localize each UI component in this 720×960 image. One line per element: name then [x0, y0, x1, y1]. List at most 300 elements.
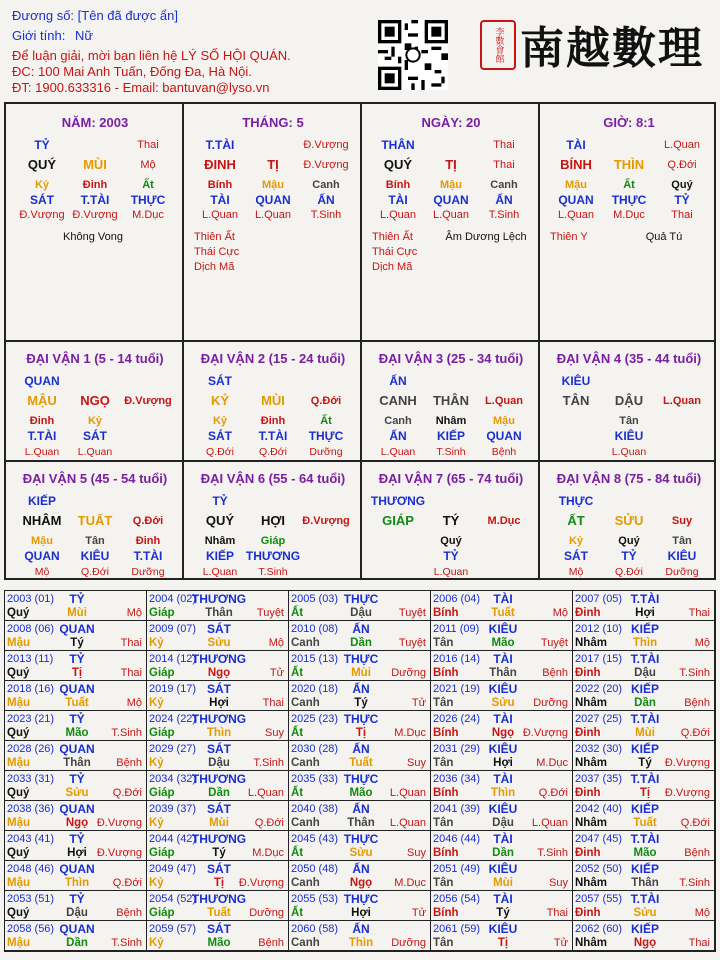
year-cell[interactable] [573, 591, 715, 621]
dai-van-hidden-god: QUAN [486, 429, 522, 443]
year-branch: Mùi [209, 817, 229, 829]
hidden-god: QUAN [255, 193, 291, 207]
year-stem: Nhâm [575, 637, 607, 649]
year-cell[interactable] [289, 891, 431, 921]
year-cell[interactable] [431, 681, 573, 711]
year-stem: Mậu [7, 637, 30, 649]
dai-van-title: ĐẠI VẬN 6 (55 - 64 tuổi) [200, 471, 346, 486]
year-stem: Nhâm [575, 937, 607, 949]
year-cell[interactable] [431, 891, 573, 921]
year-cell[interactable] [431, 801, 573, 831]
dai-van-branch: NGỌ [80, 393, 110, 408]
year-stem: Canh [291, 757, 320, 769]
year-cell[interactable] [431, 831, 573, 861]
year-branch: Thân [631, 877, 659, 889]
dai-van-hidden-state: Dưỡng [309, 446, 343, 458]
pillar-stem: BÍNH [560, 157, 592, 172]
year-cell[interactable] [147, 921, 289, 951]
year-cell[interactable] [431, 651, 573, 681]
year-god: THỰC [343, 772, 379, 786]
year-stem: Kỷ [149, 877, 164, 889]
year-branch: Tuất [65, 697, 89, 709]
dai-van-hidden-god: SÁT [564, 549, 588, 563]
year-branch: Mão [349, 787, 373, 799]
year-stem: Mậu [7, 937, 30, 949]
year-cell[interactable] [5, 651, 147, 681]
year-cell[interactable] [289, 861, 431, 891]
hidden-state: L.Quan [432, 209, 470, 221]
year-god: ẤN [352, 862, 370, 876]
year-stem: Giáp [149, 787, 175, 799]
year-label: 2039 (37) [149, 803, 197, 815]
year-state: Tuyệt [540, 637, 568, 649]
hidden-state: Đ.Vượng [72, 209, 118, 221]
year-cell[interactable] [5, 771, 147, 801]
year-cell[interactable] [431, 861, 573, 891]
year-label: 2049 (47) [149, 863, 197, 875]
year-label: 2012 (10) [575, 623, 623, 635]
year-state: M.Dục [536, 757, 568, 769]
year-stem: Đinh [575, 847, 601, 859]
pillar-top-state: Thai [493, 139, 515, 151]
year-cell[interactable] [147, 801, 289, 831]
year-cell[interactable] [289, 591, 431, 621]
year-state: Thai [120, 667, 142, 679]
dai-van-hidden-stem: Quý [440, 535, 462, 547]
year-branch: Thìn [64, 877, 90, 889]
year-cell[interactable] [573, 831, 715, 861]
dai-van-hidden-state: Dưỡng [131, 566, 165, 578]
year-branch: Sửu [349, 847, 373, 859]
year-god: KIẾP [630, 862, 660, 876]
year-label: 2006 (04) [433, 593, 481, 605]
year-god: THỰC [343, 652, 379, 666]
dai-van-hidden-stem: Ất [320, 415, 332, 427]
dai-van-hidden-stem: Canh [384, 415, 412, 427]
year-state: Mộ [552, 607, 568, 619]
year-cell[interactable] [573, 771, 715, 801]
year-label: 2046 (44) [433, 833, 481, 845]
year-state: Tuyệt [398, 607, 426, 619]
year-label: 2013 (11) [7, 653, 54, 665]
dai-van-hidden-god: KIẾP [436, 429, 466, 443]
year-cell[interactable] [147, 891, 289, 921]
dai-van-branch: DẬU [614, 393, 644, 408]
star-left: Thiên Y [550, 231, 588, 243]
year-state: Q.Đới [680, 727, 710, 739]
year-label: 2017 (15) [575, 653, 623, 665]
dai-van-god: KIẾP [27, 494, 57, 508]
year-state: Mộ [694, 907, 710, 919]
year-state: Q.Đới [112, 787, 142, 799]
year-cell[interactable] [573, 651, 715, 681]
year-cell[interactable] [5, 741, 147, 771]
pillar-nayin: Mộ [140, 159, 156, 171]
dai-van-hidden-state: Mộ [34, 566, 50, 578]
hidden-god: QUAN [433, 193, 469, 207]
year-state: Bệnh [116, 907, 142, 919]
year-branch: Tị [639, 787, 651, 799]
dai-van-god: THỰC [558, 494, 594, 508]
year-label: 2018 (16) [7, 683, 55, 695]
year-branch: Sửu [633, 907, 657, 919]
year-cell[interactable] [289, 831, 431, 861]
year-label: 2010 (08) [291, 623, 339, 635]
dai-van-title: ĐẠI VẬN 7 (65 - 74 tuổi) [378, 471, 524, 486]
dai-van-title: ĐẠI VẬN 1 (5 - 14 tuổi) [26, 351, 164, 366]
year-god: SÁT [207, 622, 231, 636]
year-cell[interactable] [147, 711, 289, 741]
year-branch: Tý [70, 637, 84, 649]
year-stem: Giáp [149, 607, 175, 619]
year-state: L.Quan [247, 787, 284, 799]
year-branch: Dậu [350, 607, 372, 619]
year-state: M.Dục [252, 847, 284, 859]
dai-van-state: L.Quan [663, 395, 701, 407]
pillar-top-state: Đ.Vượng [303, 139, 349, 151]
pillar-title: GIỜ: 8:1 [603, 115, 655, 130]
year-state: Tử [411, 697, 426, 709]
year-god: KIÊU [488, 682, 518, 696]
year-god: QUAN [59, 862, 95, 876]
year-god: TỶ [69, 592, 85, 606]
year-god: ẤN [352, 922, 370, 936]
dai-van-hidden-stem: Kỷ [212, 415, 228, 427]
hidden-stem: Mậu [440, 179, 462, 191]
year-cell[interactable] [431, 741, 573, 771]
year-branch: Ngọ [65, 817, 89, 829]
year-god: QUAN [59, 622, 95, 636]
year-stem: Ất [291, 607, 304, 619]
year-branch: Dần [634, 697, 656, 709]
year-state: Mộ [268, 637, 284, 649]
year-cell[interactable] [289, 801, 431, 831]
year-branch: Mùi [67, 607, 87, 619]
year-cell[interactable] [289, 711, 431, 741]
dai-van-hidden-god: SÁT [208, 429, 232, 443]
dai-van-hidden-god: KIÊU [667, 549, 697, 563]
year-cell[interactable] [289, 651, 431, 681]
year-cell[interactable] [5, 681, 147, 711]
dai-van-hidden-stem: Quý [618, 535, 640, 547]
pillar-title: NĂM: 2003 [61, 115, 129, 130]
dai-van-branch: THÂN [432, 393, 470, 408]
year-branch: Tị [213, 877, 225, 889]
dai-van-title: ĐẠI VẬN 5 (45 - 54 tuổi) [22, 471, 168, 486]
dai-van-hidden-state: Q.Đới [81, 566, 109, 578]
year-cell[interactable] [289, 921, 431, 951]
grid-divider-h [6, 340, 714, 342]
year-cell[interactable] [431, 621, 573, 651]
year-branch: Tý [354, 697, 368, 709]
dai-van-hidden-god: TỶ [621, 549, 637, 563]
year-god: KIẾP [630, 742, 660, 756]
year-stem: Ất [291, 787, 304, 799]
year-cell[interactable] [573, 711, 715, 741]
year-label: 2056 (54) [433, 893, 481, 905]
year-god: QUAN [59, 682, 95, 696]
year-stem: Canh [291, 637, 320, 649]
star-left: Dịch Mã [194, 261, 235, 273]
dai-van-branch: HỢI [260, 513, 286, 528]
year-state: Bệnh [684, 847, 710, 859]
pillar-stem: ĐINH [204, 157, 236, 172]
phone-line: ĐT: 1900.633316 - Email: bantuvan@lyso.vn [12, 80, 270, 95]
year-stem: Mậu [7, 877, 30, 889]
year-branch: Ngọ [207, 667, 231, 679]
year-god: TÀI [493, 772, 513, 786]
year-cell[interactable] [573, 801, 715, 831]
dai-van-hidden-stem: Tân [619, 415, 639, 427]
dai-van-state: L.Quan [485, 395, 523, 407]
year-cell[interactable] [573, 741, 715, 771]
dai-van-hidden-stem: Tân [672, 535, 692, 547]
year-branch: Thân [347, 817, 375, 829]
contact-line: Để luận giải, mời bạn liên hệ LÝ SỐ HỘI QUÁN. [12, 48, 291, 63]
pillar-branch: THÌN [613, 157, 645, 172]
year-branch: Tuất [349, 757, 373, 769]
year-branch: Mão [491, 637, 515, 649]
pillar-title: THÁNG: 5 [242, 115, 304, 130]
dai-van-hidden-stem: Giáp [260, 535, 286, 547]
year-branch: Dần [492, 847, 514, 859]
year-cell[interactable] [573, 891, 715, 921]
year-state: Q.Đới [254, 817, 284, 829]
year-cell[interactable] [147, 621, 289, 651]
year-cell[interactable] [289, 771, 431, 801]
pillar-branch: MÙI [83, 157, 107, 172]
year-god: THƯƠNG [191, 592, 247, 606]
hidden-state: M.Dục [132, 209, 164, 221]
year-god: QUAN [59, 742, 95, 756]
year-cell[interactable] [573, 621, 715, 651]
year-cell[interactable] [5, 921, 147, 951]
year-branch: Thìn [348, 937, 374, 949]
hidden-stem: Canh [312, 179, 340, 191]
year-branch: Thìn [490, 787, 516, 799]
year-branch: Thân [63, 757, 91, 769]
year-label: 2035 (33) [291, 773, 339, 785]
pillar-top-state: L.Quan [663, 139, 701, 151]
year-label: 2022 (20) [575, 683, 623, 695]
year-stem: Quý [7, 787, 30, 799]
year-label: 2004 (02) [149, 593, 197, 605]
year-cell[interactable] [431, 591, 573, 621]
year-state: Thai [546, 907, 568, 919]
dai-van-hidden-stem: Mậu [493, 415, 515, 427]
year-label: 2003 (01) [7, 593, 55, 605]
seal-stamp [480, 20, 516, 70]
year-stem: Tân [433, 937, 454, 949]
dai-van-state: Suy [671, 515, 693, 527]
year-branch: Dậu [208, 757, 230, 769]
year-cell[interactable] [147, 771, 289, 801]
year-branch: Thân [205, 607, 233, 619]
year-label: 2061 (59) [433, 923, 481, 935]
pillar-stem: QUÝ [383, 157, 413, 172]
year-cell[interactable] [431, 711, 573, 741]
year-label: 2023 (21) [7, 713, 55, 725]
year-state: Q.Đới [112, 877, 142, 889]
year-label: 2032 (30) [575, 743, 623, 755]
year-cell[interactable] [147, 741, 289, 771]
year-branch: Hợi [635, 607, 655, 619]
year-branch: Sửu [65, 787, 89, 799]
dai-van-branch: TUẤT [77, 513, 113, 528]
year-state: Thai [262, 697, 284, 709]
year-state: T.Sinh [537, 847, 568, 859]
year-branch: Hợi [209, 697, 229, 709]
hidden-stem: Ất [623, 179, 635, 191]
year-state: Dưỡng [391, 667, 426, 679]
year-cell[interactable] [5, 891, 147, 921]
year-cell[interactable] [431, 921, 573, 951]
year-label: 2024 (22) [149, 713, 197, 725]
year-stem: Bính [433, 667, 459, 679]
year-state: Q.Đới [680, 817, 710, 829]
year-cell[interactable] [431, 771, 573, 801]
year-stem: Quý [7, 727, 30, 739]
year-stem: Giáp [149, 667, 175, 679]
year-god: KIẾP [630, 802, 660, 816]
year-stem: Nhâm [575, 817, 607, 829]
dai-van-hidden-state: T.Sinh [436, 446, 466, 458]
year-stem: Canh [291, 877, 320, 889]
dai-van-hidden-state: Mộ [568, 566, 584, 578]
year-god: SÁT [207, 682, 231, 696]
dai-van-state: Đ.Vượng [302, 515, 350, 527]
dai-van-god: QUAN [24, 374, 60, 388]
year-god: THƯƠNG [191, 772, 247, 786]
year-label: 2058 (56) [7, 923, 55, 935]
year-label: 2031 (29) [433, 743, 481, 755]
year-state: Suy [407, 847, 426, 859]
year-god: THỰC [343, 592, 379, 606]
year-god: QUAN [59, 922, 95, 936]
hidden-stem: Quý [671, 179, 693, 191]
pillar-branch: TỊ [445, 157, 457, 172]
year-cell[interactable] [147, 591, 289, 621]
year-branch: Ngọ [349, 877, 373, 889]
year-god: THƯƠNG [191, 712, 247, 726]
dai-van-stem: NHÂM [22, 513, 62, 528]
year-cell[interactable] [289, 621, 431, 651]
dai-van-stem: TÂN [562, 393, 590, 408]
year-branch: Dần [208, 787, 230, 799]
qr-code-icon[interactable] [378, 20, 448, 90]
dai-van-hidden-stem: Tân [85, 535, 105, 547]
year-state: Suy [407, 757, 426, 769]
year-stem: Kỷ [149, 637, 164, 649]
year-god: THỰC [343, 712, 379, 726]
year-god: T.TÀI [630, 652, 660, 666]
year-label: 2015 (13) [291, 653, 339, 665]
year-label: 2055 (53) [291, 893, 339, 905]
year-label: 2014 (12) [149, 653, 197, 665]
year-branch: Hợi [67, 847, 87, 859]
year-cell[interactable] [573, 921, 715, 951]
year-cell[interactable] [147, 861, 289, 891]
year-branch: Hợi [351, 907, 371, 919]
year-state: L.Quan [389, 817, 426, 829]
hidden-god: ẤN [495, 193, 513, 207]
address-line: ĐC: 100 Mai Anh Tuấn, Đống Đa, Hà Nội. [12, 64, 252, 79]
year-cell[interactable] [5, 861, 147, 891]
hidden-state: T.Sinh [310, 209, 342, 221]
year-cell[interactable] [573, 681, 715, 711]
dai-van-hidden-god: TỶ [443, 549, 459, 563]
year-cell[interactable] [147, 651, 289, 681]
year-cell[interactable] [5, 591, 147, 621]
year-branch: Ngọ [491, 727, 515, 739]
year-stem: Giáp [149, 907, 175, 919]
dai-van-hidden-state: Q.Đới [259, 446, 287, 458]
hidden-state: L.Quan [557, 209, 595, 221]
year-state: Suy [265, 727, 284, 739]
year-branch: Thìn [632, 637, 658, 649]
year-branch: Thìn [206, 727, 232, 739]
dai-van-hidden-state: L.Quan [380, 446, 416, 458]
year-cell[interactable] [289, 741, 431, 771]
pillar-god: THÂN [381, 138, 415, 152]
year-state: Bệnh [258, 937, 284, 949]
year-label: 2029 (27) [149, 743, 197, 755]
year-state: T.Sinh [111, 727, 142, 739]
year-cell[interactable] [5, 621, 147, 651]
dai-van-state: M.Dục [487, 515, 521, 527]
year-branch: Tuất [207, 907, 231, 919]
dai-van-hidden-god: KIÊU [614, 429, 644, 443]
dai-van-hidden-stem: Kỷ [87, 415, 103, 427]
year-state: Tuyệt [398, 637, 426, 649]
year-label: 2052 (50) [575, 863, 623, 875]
year-cell[interactable] [5, 831, 147, 861]
year-state: Đ.Vượng [522, 727, 568, 739]
year-stem: Ất [291, 727, 304, 739]
gioi-tinh-value: Nữ [74, 28, 94, 43]
year-state: Bệnh [684, 697, 710, 709]
dai-van-hidden-state: Dưỡng [665, 566, 699, 578]
year-label: 2053 (51) [7, 893, 55, 905]
year-label: 2054 (52) [149, 893, 197, 905]
dai-van-hidden-god: T.TÀI [133, 549, 163, 563]
year-cell[interactable] [573, 861, 715, 891]
year-cell[interactable] [5, 801, 147, 831]
pillar-nayin: Đ.Vượng [303, 159, 349, 171]
year-label: 2025 (23) [291, 713, 339, 725]
year-branch: Ngọ [633, 937, 657, 949]
year-god: ẤN [352, 622, 370, 636]
year-cell[interactable] [147, 831, 289, 861]
hidden-god: QUAN [558, 193, 594, 207]
year-cell[interactable] [289, 681, 431, 711]
year-stem: Nhâm [575, 877, 607, 889]
dai-van-stem: KỶ [210, 393, 230, 408]
dai-van-title: ĐẠI VẬN 3 (25 - 34 tuổi) [378, 351, 524, 366]
year-state: Bệnh [542, 667, 568, 679]
year-state: L.Quan [389, 787, 426, 799]
year-branch: Dậu [492, 817, 514, 829]
year-label: 2019 (17) [149, 683, 197, 695]
year-god: KIÊU [488, 862, 518, 876]
header [0, 0, 720, 100]
year-cell[interactable] [147, 681, 289, 711]
year-stem: Quý [7, 847, 30, 859]
year-stem: Bính [433, 787, 459, 799]
year-cell[interactable] [5, 711, 147, 741]
year-god: TỶ [69, 772, 85, 786]
dai-van-god: ẤN [389, 374, 407, 388]
